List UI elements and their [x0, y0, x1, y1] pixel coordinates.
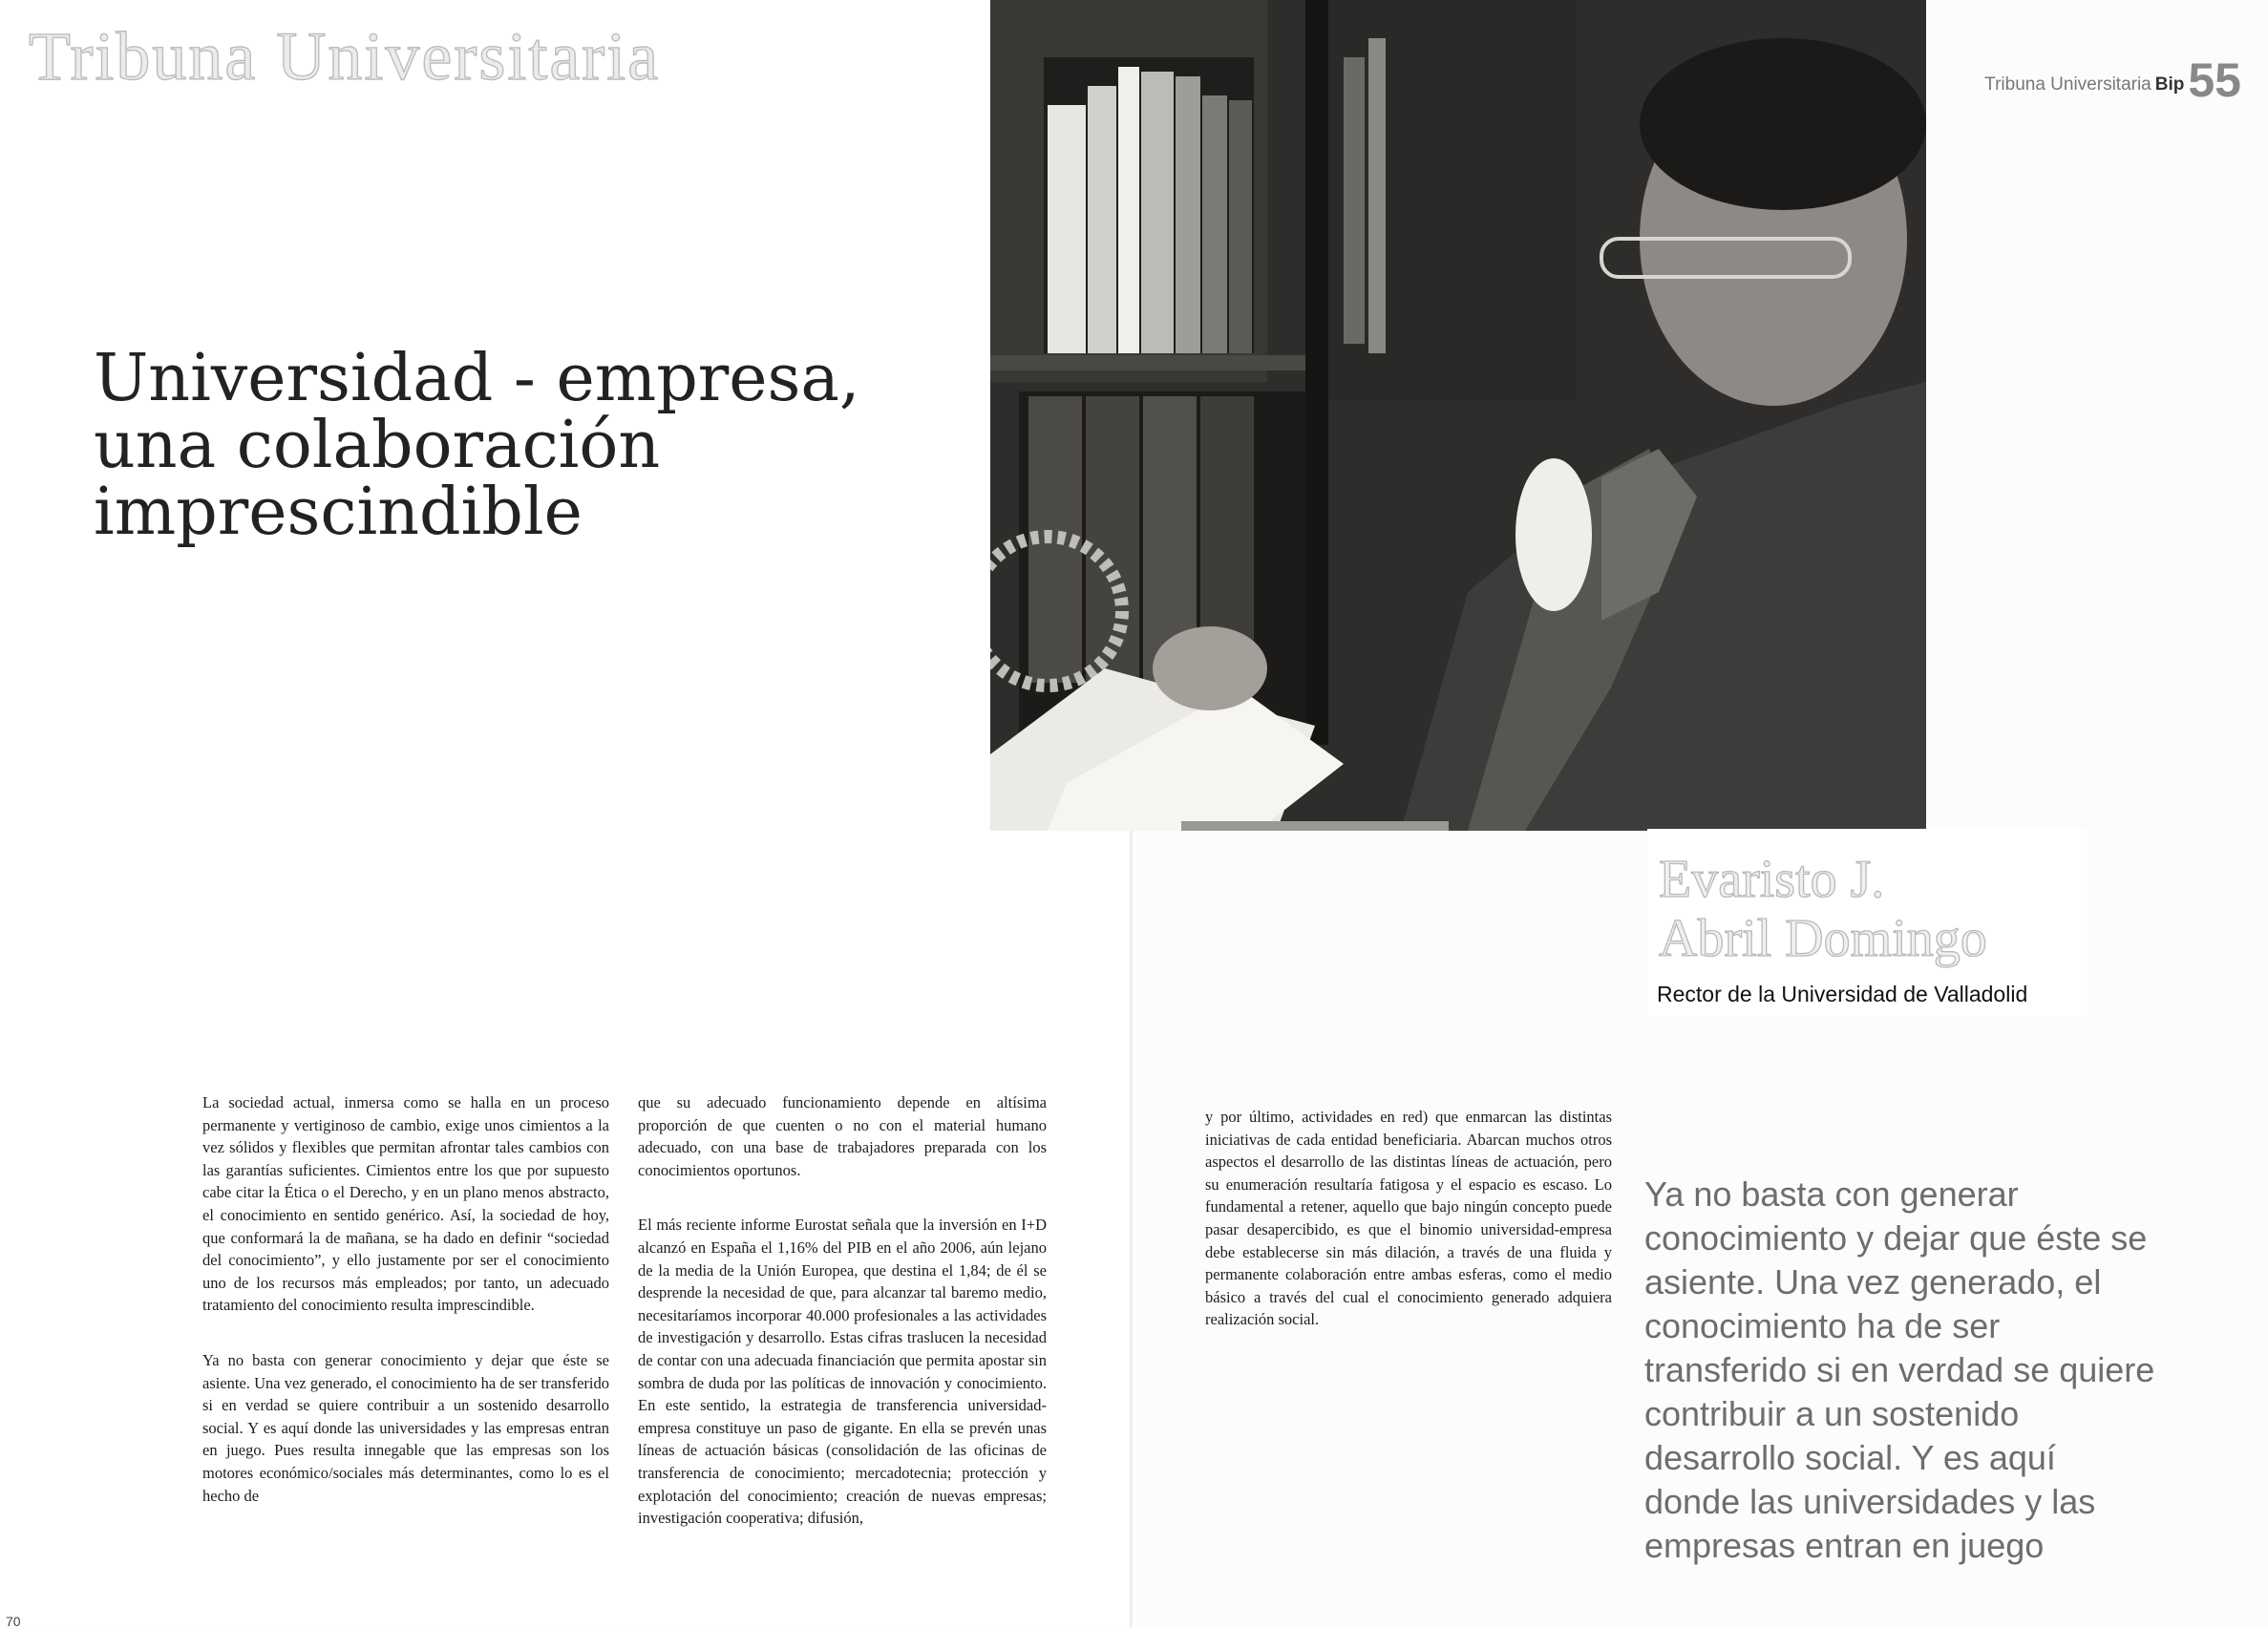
paragraph: y por último, actividades en red) que enmarcan las distintas iniciativas de cada entidad beneficiaria. Abarcan muchos otros aspectos el desarrollo de las distintas líneas de actuación, pero su enumeración resultaría fatigosa y el espacio es escaso. Lo fundamental a retener, aquello que bajo ningún concepto puede pasar desapercibido, es que el binomio universidad-empresa debe establecerse sin más dilación, a través de una fluida y permanente colaboración entre ambas esferas, como el medio básico a través del cual el conocimiento generado adquiera realización social.	[1205, 1108, 1612, 1329]
article-column-2	[638, 1091, 1047, 1562]
header-brand: Bip	[2154, 74, 2185, 95]
article-column-1	[202, 1091, 609, 1539]
author-name-line-2: Abril Domingo	[1659, 909, 1987, 968]
headline-line-3: imprescindible	[94, 475, 583, 550]
pull-quote: Ya no basta con generar conocimiento y dejar que éste se asiente. Una vez generado, el conocimiento ha de ser transferido si en verdad se quiere contribuir a un sostenido desarrollo social. Y es aquí donde las universidades y las empresas entran en juego	[1644, 1174, 2155, 1565]
paragraph: que su adecuado funcionamiento depende en altísima proporción de que cuenten o no con el material humano adecuado, con una base de trabajadores preparada con los conocimientos oportunos.	[638, 1093, 1047, 1179]
article-column-3	[1205, 1106, 1612, 1364]
page-number-right: 55	[2188, 53, 2241, 107]
author-name-line-1: Evaristo J.	[1659, 850, 1885, 909]
section-title-left: Tribuna Universitaria	[29, 18, 661, 95]
paragraph: La sociedad actual, inmersa como se halla en un proceso permanente y vertiginoso de cambio, exige unos cimientos a la vez sólidos y flexibles que permitan afrontar tales cambios con las garantías suficientes. Cimientos entre los que por supuesto cabe citar la Ética o el Derecho, y en un plano menos abstracto, el conocimiento en sentido genérico. Así, la sociedad de hoy, que conformará la de mañana, se ha dado en definir “sociedad del conocimiento”, y ello justamente por ser el conocimiento uno de los recursos más empleados; por tanto, un adecuado tratamiento del conocimiento resulta imprescindible.	[202, 1093, 609, 1315]
page-number-left: 70	[6, 1614, 21, 1629]
headline-line-1: Universidad - empresa,	[94, 341, 860, 416]
paragraph: Ya no basta con generar conocimiento y dejar que éste se asiente. Una vez generado, el conocimiento ha de ser transferido si en verdad se quiere contribuir a un sostenido desarrollo social. Y es aquí donde las universidades y las empresas entran en juego. Pues resulta innegable que las empresas son los motores económico/sociales más determinantes, como lo es el hecho de	[202, 1350, 609, 1505]
author-name	[1659, 850, 1987, 968]
header-section: Tribuna Universitaria	[1984, 74, 2151, 95]
headline-line-2: una colaboración	[94, 408, 661, 483]
author-role: Rector de la Universidad de Valladolid	[1657, 982, 2028, 1006]
author-photo	[990, 0, 1926, 831]
article-headline	[94, 341, 915, 550]
running-header	[1984, 53, 2241, 107]
paragraph: El más reciente informe Eurostat señala que la inversión en I+D alcanzó en España el 1,16% del PIB en el año 2006, aún lejano de la media de la Unión Europea, que destina el 1,84; de él se desprende la necesidad de que, para alcanzar tal baremo medio, necesitaríamos incorporar 40.000 profesionales a las actividades de investigación y desarrollo. Estas cifras traslucen la necesidad de contar con una adecuada financiación que permita apostar sin sombra de duda por las políticas de innovación y conocimiento. En este sentido, la estrategia de transferencia universidad-empresa constituye un paso de gigante. En ella se prevén unas líneas de actuación básicas (consolidación de las oficinas de transferencia de conocimiento; mercadotecnia; protección y explotación del conocimiento; creación de nuevas empresas; investigación cooperativa; difusión,	[638, 1216, 1047, 1528]
